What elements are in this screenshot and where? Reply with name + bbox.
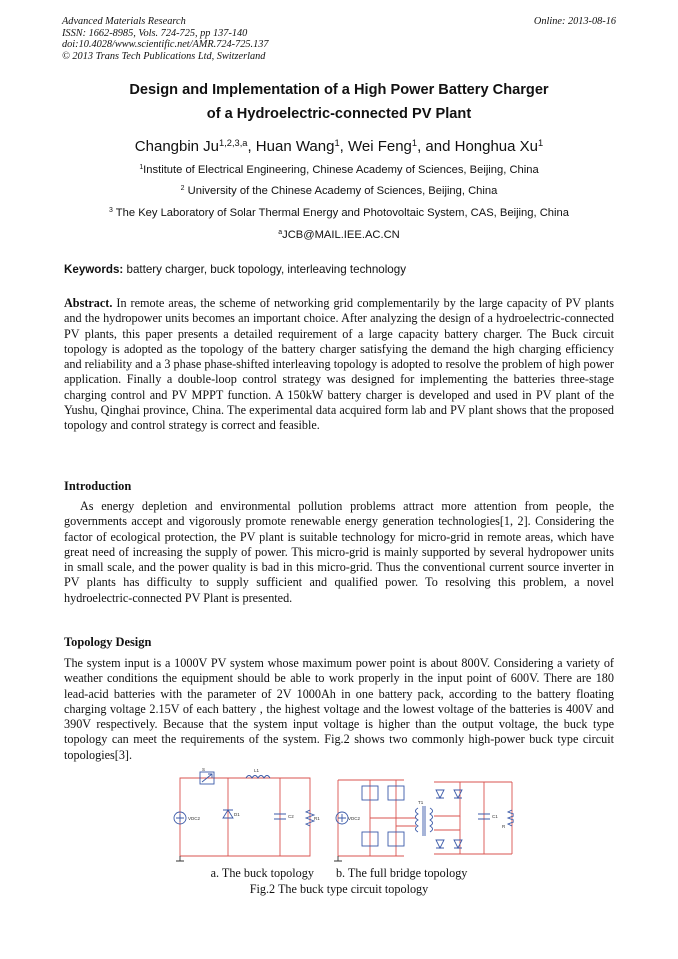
buck-label-switch: S: [202, 768, 206, 772]
affiliation-3: $^3$ The Key Laboratory of Solar Thermal Energy and Photovoltaic System, CAS, Beijing, China: [109, 207, 569, 219]
section-heading-topology: Topology Design: [64, 635, 152, 649]
caption-buck: a. The buck topology: [210, 866, 314, 880]
bridge-label-load: R: [502, 824, 506, 829]
author-email: $^a$JCB@MAIL.IEE.AC.CN: [278, 229, 400, 241]
keywords: [64, 263, 406, 276]
figure-caption: Fig.2 The buck type circuit topology: [249, 882, 429, 896]
keywords-label: Keywords:: [64, 263, 124, 276]
topology-paragraph: The system input is a 1000V PV system whose maximum power point is about 800V. Considering a variety of weather conditions the equipment should be able to work properly in the input point of 600V. There are 180 lead-acid batteries with the parameter of 2V 1000Ah in one battery pack, according to the battery floating charging voltage 2.15V of each battery , the highest voltage and the lowest voltage of the batteries is 400V and 390V respectively. Because that the system input voltage is higher than the output voltage, the buck type topology can meet the requirements of the system. Fig.2 shows two commonly high-power buck type circuit topologies[3].: [64, 656, 614, 762]
buck-label-load: R1: [314, 816, 320, 821]
author-superscript: 1: [411, 137, 418, 148]
issn-line: ISSN: 1662-8985, Vols. 724-725, pp 137-140: [62, 27, 248, 39]
author-name: Changbin Ju: [134, 138, 220, 155]
paper-title-line-1: Design and Implementation of a High Power Battery Charger: [129, 82, 549, 98]
introduction-paragraph: As energy depletion and environmental pollution problems attract more attention from people, the governments accept and vigorously promote renewable energy generation technologies[1, 2]. Considering the factor of ecological protection, the PV plant is suitable technology for micro-grid in remote areas, which have great need of increasing the supply of power. This micro-grid is mainly supported by several hydropower units in small scale, and the power quality is bad in this micro-grid. Thus the conventional current source inverter in PV plants has difficulty to supply sufficient and qualified power. To resolving this problem, a novel hydroelectric-connected PV Plant is presented.: [64, 499, 614, 605]
caption-full-bridge: b. The full bridge topology: [335, 866, 468, 880]
journal-header: [62, 16, 269, 62]
author-superscript: 1: [334, 137, 340, 148]
abstract-paragraph: [64, 296, 614, 434]
online-date: Online: 2013-08-16: [533, 16, 616, 27]
full-bridge-topology-diagram: [334, 768, 514, 864]
journal-name: Advanced Materials Research: [62, 16, 186, 27]
buck-topology-diagram: [172, 768, 322, 864]
buck-label-diode: D1: [234, 812, 240, 817]
author-superscript: 1,2,3,a: [219, 137, 248, 148]
author-name: , Huan Wang: [247, 138, 335, 155]
author-name: , and Honghua Xu: [417, 138, 539, 155]
author-superscript: 1: [538, 137, 544, 148]
affiliation-2: $^2$ University of the Chinese Academy of Sciences, Beijing, China: [180, 185, 498, 197]
keywords-text: battery charger, buck topology, interleaving technology: [123, 263, 406, 276]
copyright-line: © 2013 Trans Tech Publications Ltd, Switzerland: [62, 50, 266, 62]
author-list: [0, 138, 678, 155]
buck-label-source: VDC2: [188, 816, 201, 821]
abstract-label: Abstract.: [64, 296, 113, 310]
author-name: , Wei Feng: [339, 138, 412, 155]
abstract-text: In remote areas, the scheme of networking grid complementarily by the large capacity of PV plants and the hydropower units becomes an important choice. After analyzing the design of a hydroelectric-connected PV plants, this paper presents a detailed requirement of a large capacity battery charger. The Buck circuit topology is adopted as the topology of the battery charger satisfying the demand the high charging efficiency and reliability and a 3 phase phase-shifted interleaving topology is adopted to resolve the problem of high power application. Finally a double-loop control strategy was designed for implementing the batteries three-stage charging control and PV MPPT function. A 150kW battery charger is developed and used in PV plant of the Yushu, Qinghai province, China. The experimental data acquired form lab and PV plant shows that the proposed topology and control strategy is correct and feasible.: [64, 296, 614, 433]
paper-title-line-2: of a Hydroelectric-connected PV Plant: [206, 106, 472, 122]
bridge-label-source: VDC2: [348, 816, 361, 821]
section-heading-introduction: Introduction: [64, 479, 132, 493]
buck-label-inductor: L1: [254, 768, 260, 773]
affiliation-1: $^1$Institute of Electrical Engineering, Chinese Academy of Sciences, Beijing, China: [139, 164, 539, 176]
bridge-label-cap: C1: [492, 814, 498, 819]
buck-label-cap: C2: [288, 814, 294, 819]
doi-line: doi:10.4028/www.scientific.net/AMR.724-725.137: [62, 39, 269, 51]
subfigure-captions: [0, 866, 678, 881]
bridge-label-transformer: T1: [418, 800, 424, 805]
